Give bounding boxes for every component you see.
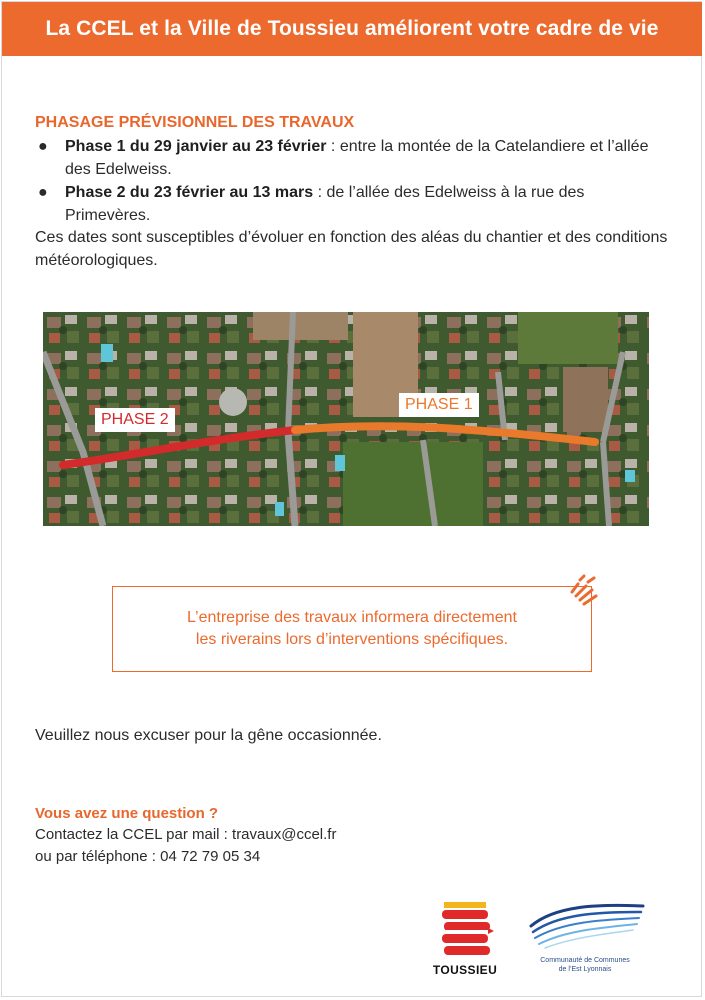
apology-text: Veuillez nous excuser pour la gêne occasionnée.	[35, 727, 382, 744]
info-line-2: les riverains lors d’interventions spécifiques.	[195, 631, 509, 648]
bullet-icon: ●	[38, 184, 48, 201]
toussieu-logo-icon	[428, 900, 502, 960]
field	[518, 312, 618, 364]
ccel-logo-icon	[525, 900, 649, 956]
question-heading: Vous avez une question ?	[35, 805, 219, 822]
info-line-1: L’entreprise des travaux informera directement	[187, 609, 517, 626]
field	[343, 442, 483, 526]
contact-mail: Contactez la CCEL par mail : travaux@ccel.fr	[35, 826, 337, 843]
toussieu-name: TOUSSIEU	[432, 963, 498, 977]
phase-list	[35, 135, 665, 227]
phase-2-description: : de l’allée des Edelweiss à la rue des Primevères.	[65, 184, 585, 224]
dates-note: Ces dates sont susceptibles d’évoluer en fonction des aléas du chantier et des conditions météorologiques.	[35, 229, 668, 269]
field	[253, 312, 348, 340]
page-banner: La CCEL et la Ville de Toussieu améliorent votre cadre de vie	[2, 2, 702, 56]
ccel-name-line-2: de l’Est Lyonnais	[558, 966, 612, 973]
announcement-rays-icon	[562, 574, 600, 608]
bullet-icon: ●	[38, 138, 48, 155]
phase-1-description: : entre la montée de la Catelandiere et l’allée des Edelweiss.	[65, 138, 649, 178]
phase-1-dates: Phase 1 du 29 janvier au 23 février	[65, 138, 327, 155]
phase-item-2	[35, 181, 665, 227]
phase-item-1	[35, 135, 665, 181]
section-title: PHASAGE PRÉVISIONNEL DES TRAVAUX	[35, 114, 355, 131]
phase-2-label: PHASE 2	[95, 408, 175, 432]
ccel-name	[530, 956, 640, 974]
ccel-name-line-1: Communauté de Communes	[540, 957, 630, 964]
phase-2-dates: Phase 2 du 23 février au 13 mars	[65, 184, 314, 201]
contact-phone: ou par téléphone : 04 72 79 05 34	[35, 848, 261, 865]
contact-info	[35, 824, 336, 868]
info-box	[112, 586, 592, 672]
phase-1-label: PHASE 1	[399, 393, 479, 417]
field	[563, 367, 608, 432]
